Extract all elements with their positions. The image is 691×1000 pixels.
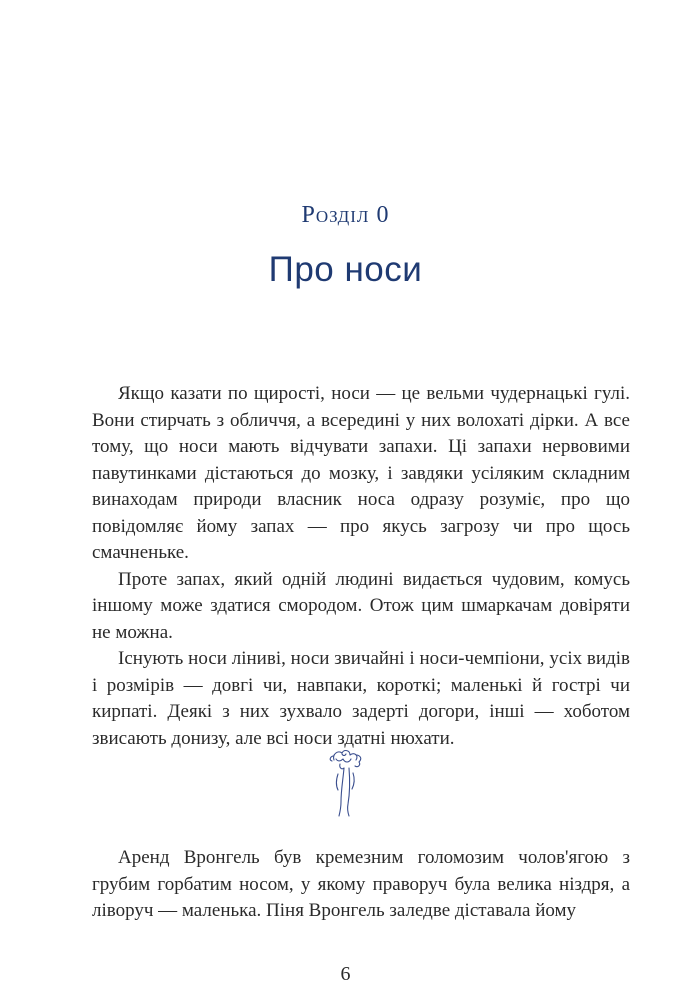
paragraph: Існують носи ліниві, носи звичайні і носи-чемпіони, усіх видів і розмірів — довгі чи, навпаки, короткі; маленькі й гострі чи кирпаті. Деякі з них зухвало задерті догори, інші — хоботом звисають донизу, але всі носи здатні нюхати. <box>92 648 630 749</box>
nose-sketch-icon <box>326 746 366 818</box>
paragraph: Аренд Вронгель був кремезним голомозим чолов'ягою з грубим горбатим носом, у якому праворуч була велика ніздря, а ліворуч — маленька. Піня Вронгель заледве діставала йому <box>92 847 630 921</box>
chapter-title: Про носи <box>268 250 423 289</box>
body-text <box>92 381 630 752</box>
paragraph: Проте запах, який одній людині видається чудовим, комусь іншому може здатися смородом. Отож цим шмаркачам довіряти не можна. <box>92 568 630 643</box>
page-number: 6 <box>340 963 351 985</box>
paragraph: Якщо казати по щирості, носи — це вельми чудернацькі гулі. Вони стирчать з обличчя, а всередині у них волохаті дірки. А все тому, що носи мають відчувати запахи. Ці запахи нервовими павутинками дістаються до мозку, і завдяки усіляким складним винаходам природи власник носа одразу розуміє, про що повідомляє йому запах — про якусь загрозу чи про щось смачненьке. <box>92 383 630 563</box>
body-text-continued <box>92 845 630 925</box>
chapter-label: Розділ 0 <box>301 202 390 228</box>
